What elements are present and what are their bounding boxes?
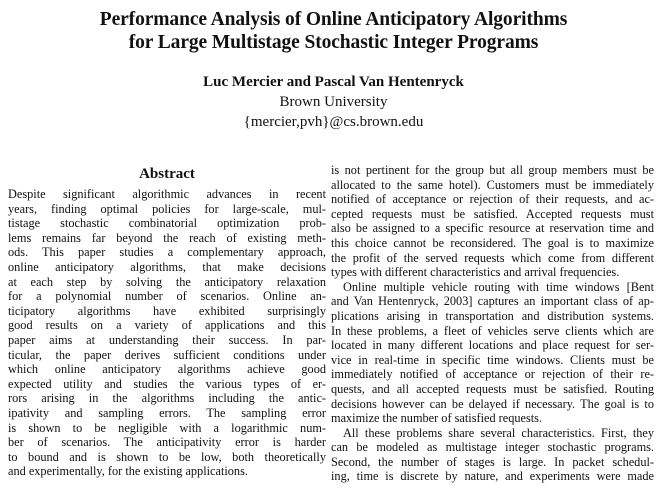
right-column (331, 163, 654, 484)
email-address: {mercier,pvh}@cs.brown.edu (243, 114, 424, 130)
abstract-line: Despite significant algorithmic advances in recent (8, 187, 326, 201)
abstract-line: and experimentally, for the existing applications. (8, 464, 248, 479)
body-text-line: immediately notified of acceptance or rejection of their re- (331, 367, 654, 382)
body-text-line: the profit of the served requests which come from different (331, 250, 654, 265)
body-text-line: All these problems share several characteristics. First, they (343, 425, 654, 440)
body-text-line: decisions however can be delayed if necessary. The goal is to (331, 396, 654, 411)
abstract-line: ipativity and sampling errors. The sampling error (8, 405, 326, 420)
body-text-line: quests, and all accepted requests must be satisfied. Routing (331, 381, 654, 396)
abstract-line: ticipatory algorithms have exhibited surprisingly (8, 303, 326, 318)
paper-title-line-1: Performance Analysis of Online Anticipatory Algorithms (99, 9, 568, 30)
abstract-line: ber of scenarios. The anticipativity error is harder (8, 435, 326, 450)
abstract-line: at each step by solving the anticipatory relaxation (8, 274, 326, 289)
abstract-line: which online anticipatory algorithms achieve good (8, 362, 326, 377)
body-text-line: this choice cannot be reconsidered. The goal is to maximize (331, 235, 654, 250)
abstract-heading: Abstract (139, 166, 195, 182)
abstract-line: good results on a variety of applications and this (8, 318, 326, 333)
abstract-line: years, finding optimal policies for large-scale, mul- (8, 201, 326, 216)
body-text-line: also be assigned to a specific resource at reservation time and (331, 221, 654, 236)
abstract-line: online anticipatory algorithms, that make decisions (8, 259, 326, 274)
body-text-line: vice in real-time in specific time windows. Clients must be (331, 352, 654, 367)
abstract-line: to bound and is shown to be low, both theoretically (8, 449, 326, 464)
body-text-line: Second, the number of stages is large. In packet schedul- (331, 454, 654, 469)
body-text-line: types with different characteristics and arrival frequencies. (331, 265, 620, 280)
body-text-line: allocated to the same hotel). Customers must be immediately (331, 177, 654, 192)
body-text-line: cepted requests must be satisfied. Accepted requests must (331, 206, 654, 221)
abstract-line: is shown to be negligible with a logarithmic num- (8, 420, 326, 435)
body-text-line: notified of acceptance or rejection of their requests, and ac- (331, 192, 654, 207)
abstract-line: ticular, the paper derives sufficient conditions under (8, 347, 326, 362)
body-text-line: ing, time is discrete by nature, and experiments were made (331, 469, 654, 484)
abstract-line: lems remains far beyond the reach of existing meth- (8, 230, 326, 245)
left-column (8, 164, 326, 479)
abstract-body (8, 187, 326, 479)
body-text-line: plications arising in transportation and distribution systems. (331, 308, 654, 323)
authors: Luc Mercier and Pascal Van Hentenryck (203, 74, 464, 90)
abstract-line: rors arising in the algorithms including the antic- (8, 391, 326, 406)
abstract-line: for a polynomial number of scenarios. Online an- (8, 289, 326, 304)
body-text-line: In these problems, a fleet of vehicles serve clients which are (331, 323, 654, 338)
body-text-line: can be modeled as multistage integer stochastic programs. (331, 440, 654, 455)
abstract-line: ods. This paper studies a complementary approach, (8, 245, 326, 260)
paper-title-line-2: for Large Multistage Stochastic Integer Programs (128, 32, 539, 53)
abstract-line: paper aims at understanding their success. In par- (8, 332, 326, 347)
body-text-line: and Van Hentenryck, 2003] captures an important class of ap- (331, 294, 654, 309)
body-text-line: maximize the number of satisfied requests. (331, 411, 543, 426)
abstract-line: expected utility and studies the various types of er- (8, 376, 326, 391)
affiliation: Brown University (279, 94, 388, 110)
body-text-line: located in many different locations and place request for ser- (331, 338, 654, 353)
body-text-line: is not pertinent for the group but all group members must be (331, 163, 654, 177)
abstract-line: tistage stochastic combinatorial optimization prob- (8, 216, 326, 231)
body-text-line: Online multiple vehicle routing with time windows [Bent (343, 279, 654, 294)
